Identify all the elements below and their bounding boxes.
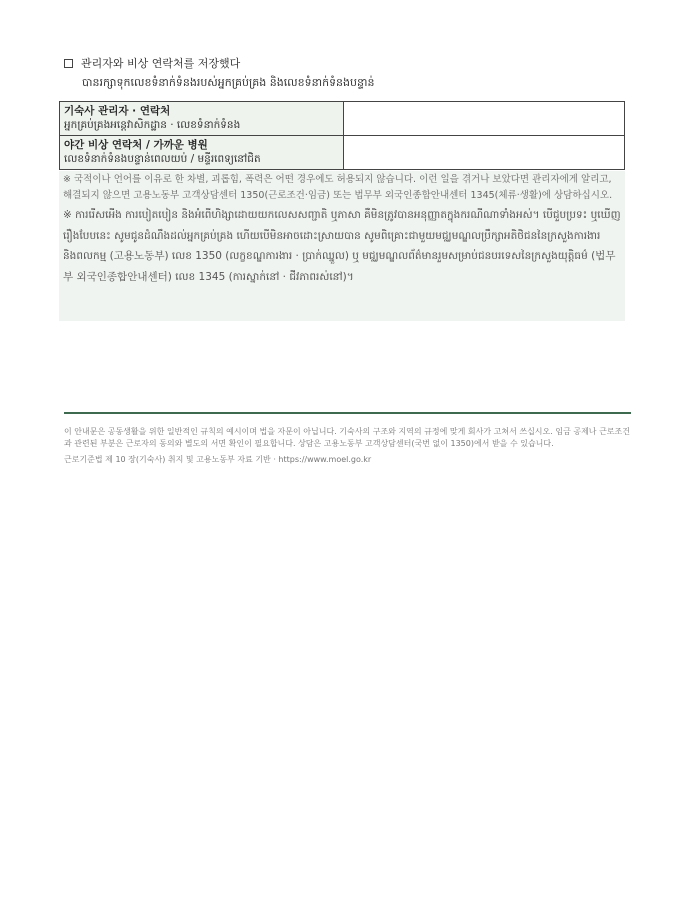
manager-value-cell: [344, 102, 625, 136]
footer-source: 근로기준법 제 10 장(기숙사) 취지 및 고용노동부 자료 기반 · https://www.moel.go.kr: [64, 455, 372, 464]
checklist-line: [64, 56, 634, 72]
manager-label-ko: 기숙사 관리자 · 연락처: [64, 105, 171, 117]
footer: [64, 426, 631, 466]
table-row-emergency: [60, 136, 625, 170]
contact-table: [59, 101, 625, 170]
manager-label-km: អ្នកគ្រប់គ្រងអន្តេវាសិកដ្ឋាន · លេខទំនាក់ទំនង: [64, 119, 241, 131]
checklist-label-km: បានរក្សាទុកលេខទំនាក់ទំនងរបស់អ្នកគ្រប់គ្រង និងលេខទំនាក់ទំនងបន្ទាន់: [82, 76, 375, 89]
notice-text-ko: ※ 국적이나 언어를 이유로 한 차별, 괴롭힘, 폭력은 어떤 경우에도 허용되지 않습니다. 이런 일을 겪거나 보았다면 관리자에게 알리고, 해결되지 않으면 고용노동부 고객상담센터 1350(근로조건·임금) 또는 법무부 외국인종합안내센터 1345(체류·생활)에 상담하십시오.: [63, 174, 613, 201]
footer-note: 이 안내문은 공동생활을 위한 일반적인 규칙의 예시이며 법을 자문이 아닙니다. 기숙사의 구조와 지역의 규정에 맞게 회사가 고쳐서 쓰십시오. 임금 공제나 근로조건과 관련된 부분은 근로자의 동의와 별도의 서면 확인이 필요합니다. 상담은 고용노동부 고객상담센터(국번 없이 1350)에서 받을 수 있습니다.: [64, 427, 630, 448]
manager-label-cell: [60, 102, 344, 136]
table-row-manager: [60, 102, 625, 136]
section-divider: [64, 412, 631, 414]
emergency-label-ko: 야간 비상 연락처 / 가까운 병원: [64, 139, 208, 151]
checklist-item: [64, 56, 634, 91]
emergency-label-cell: [60, 136, 344, 170]
notice-text-km: ※ ការរើសអើង ការបៀតបៀន និងអំពើហិង្សាដោយយកលេសសញ្ជាតិ ឬភាសា គឺមិនត្រូវបានអនុញ្ញាតក្នុងករណីណាទាំងអស់។ បើជួបប្រទះ ឬឃើញរឿងបែបនេះ សូមជូនដំណឹងដល់អ្នកគ្រប់គ្រង ហើយបើមិនអាចដោះស្រាយបាន សូមពិគ្រោះជាមួយមជ្ឈមណ្ឌលប្រឹក្សាអតិថិជននៃក្រសួងការងារនិងពលកម្ម (고용노동부) លេខ 1350 (លក្ខខណ្ឌការងារ · ប្រាក់ឈ្នួល) ឬ មជ្ឈមណ្ឌលព័ត៌មានរួមសម្រាប់ជនបរទេសនៃក្រសួងយុត្តិធម៌ (법무부 외국인종합안내센터) លេខ 1345 (ការស្នាក់នៅ · ជីវភាពរស់នៅ)។: [63, 209, 621, 283]
manager-contact-input[interactable]: [348, 104, 620, 132]
emergency-contact-input[interactable]: [348, 138, 620, 166]
notice-box: [59, 171, 625, 321]
emergency-label-km: លេខទំនាក់ទំនងបន្ទាន់ពេលយប់ / មន្ទីរពេទ្យនៅជិត: [64, 153, 261, 165]
emergency-value-cell: [344, 136, 625, 170]
checklist-label-ko: 관리자와 비상 연락처를 저장했다: [81, 57, 241, 70]
checkbox[interactable]: [64, 59, 73, 68]
